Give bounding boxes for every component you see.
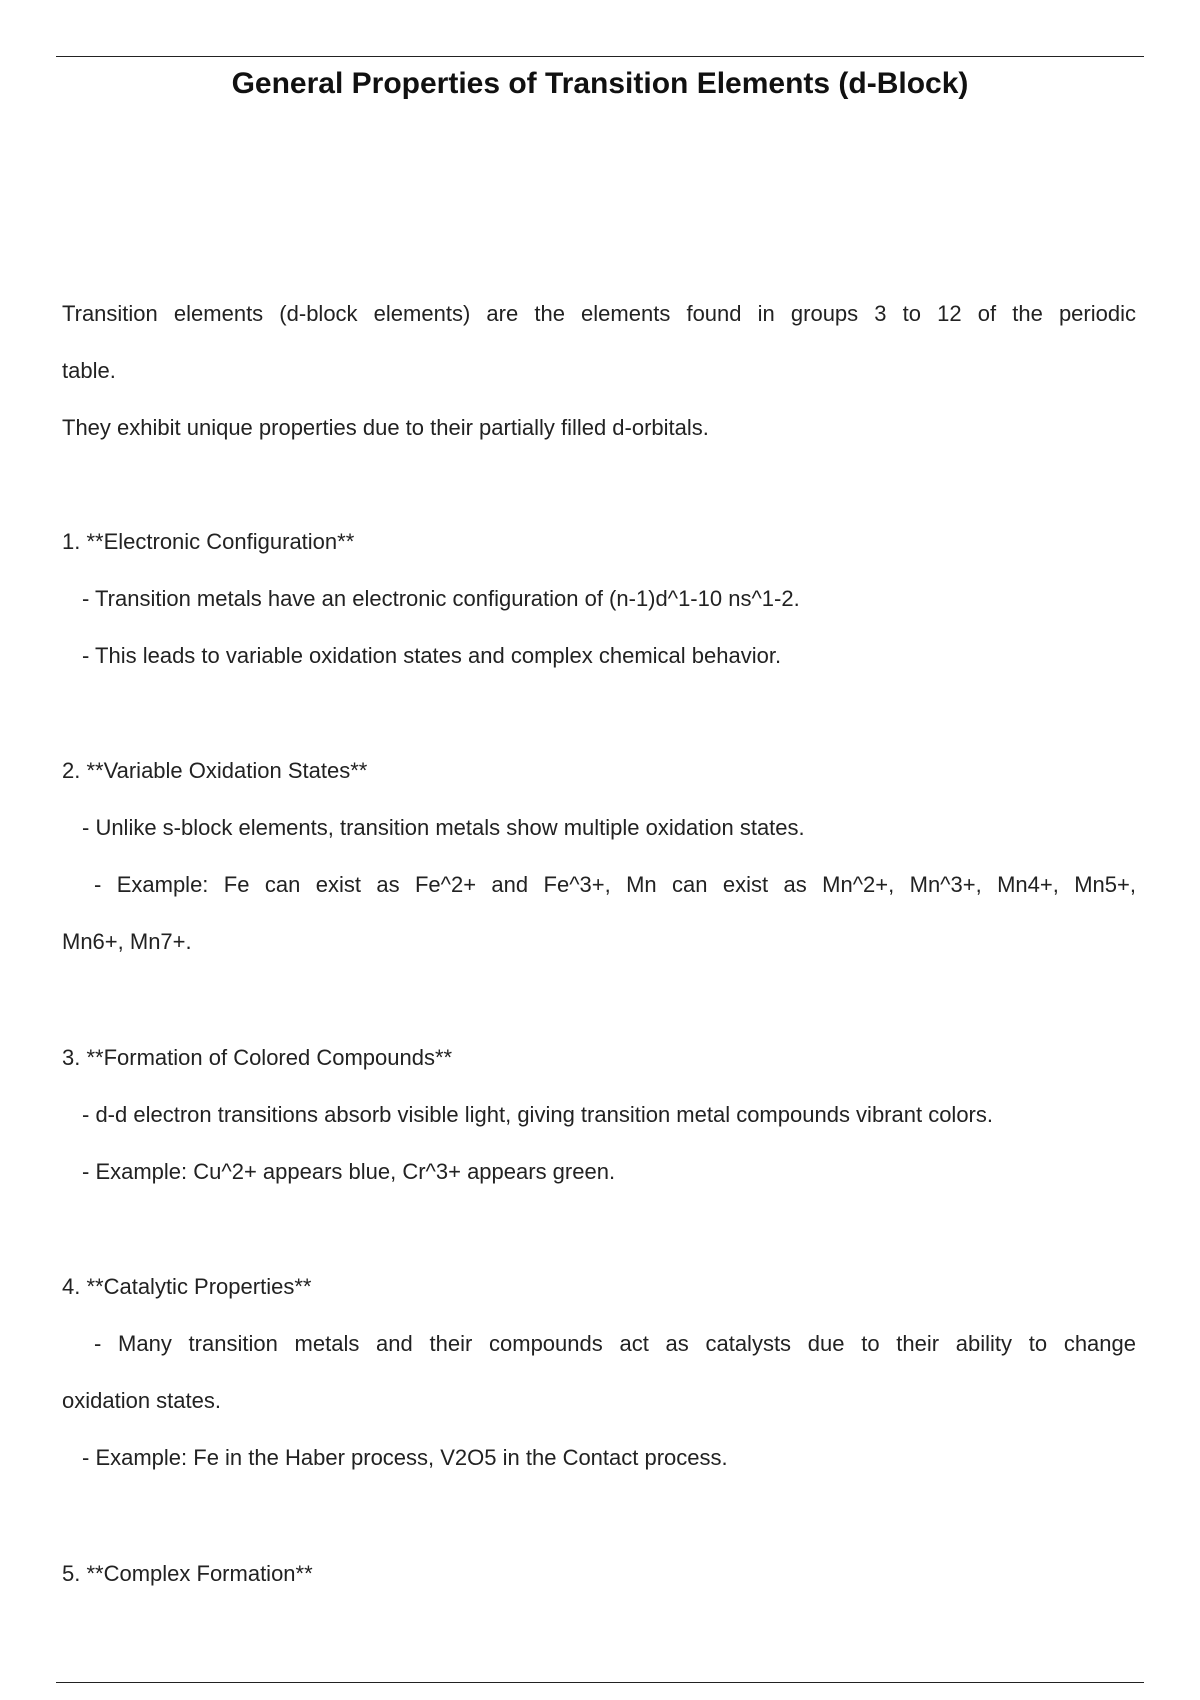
intro-line-1-continued: table. bbox=[62, 358, 116, 383]
section-variable-oxidation-states bbox=[62, 742, 1136, 970]
intro-paragraph bbox=[62, 285, 1136, 456]
bullet-point-continued: oxidation states. bbox=[62, 1388, 221, 1413]
section-electronic-configuration bbox=[62, 513, 1136, 684]
section-heading: 3. **Formation of Colored Compounds** bbox=[62, 1045, 453, 1070]
section-heading: 2. **Variable Oxidation States** bbox=[62, 758, 368, 783]
intro-line-2: They exhibit unique properties due to their partially filled d-orbitals. bbox=[62, 415, 709, 440]
bullet-point: - Many transition metals and their compounds act as catalysts due to their ability to change bbox=[94, 1331, 1136, 1356]
bottom-rule bbox=[56, 1682, 1144, 1683]
top-rule bbox=[56, 56, 1144, 57]
bullet-point: - Example: Fe in the Haber process, V2O5 in the Contact process. bbox=[82, 1445, 728, 1470]
bullet-point: - Example: Cu^2+ appears blue, Cr^3+ appears green. bbox=[82, 1159, 616, 1184]
bullet-point: - This leads to variable oxidation states and complex chemical behavior. bbox=[82, 643, 782, 668]
section-heading: 5. **Complex Formation** bbox=[62, 1561, 313, 1586]
section-heading: 1. **Electronic Configuration** bbox=[62, 529, 355, 554]
section-colored-compounds bbox=[62, 1029, 1136, 1200]
bullet-point: - Transition metals have an electronic configuration of (n-1)d^1-10 ns^1-2. bbox=[82, 586, 800, 611]
bullet-point: - d-d electron transitions absorb visible light, giving transition metal compounds vibrant colors. bbox=[82, 1102, 993, 1127]
section-heading: 4. **Catalytic Properties** bbox=[62, 1274, 312, 1299]
bullet-point: - Example: Fe can exist as Fe^2+ and Fe^3+, Mn can exist as Mn^2+, Mn^3+, Mn4+, Mn5+, bbox=[94, 872, 1136, 897]
intro-line-1: Transition elements (d-block elements) are the elements found in groups 3 to 12 of the periodic bbox=[62, 301, 1136, 326]
bullet-point-continued: Mn6+, Mn7+. bbox=[62, 929, 192, 954]
section-catalytic-properties bbox=[62, 1258, 1136, 1486]
section-complex-formation bbox=[62, 1545, 1136, 1602]
bullet-point: - Unlike s-block elements, transition metals show multiple oxidation states. bbox=[82, 815, 805, 840]
page-title: General Properties of Transition Elements (d-Block) bbox=[231, 67, 969, 100]
